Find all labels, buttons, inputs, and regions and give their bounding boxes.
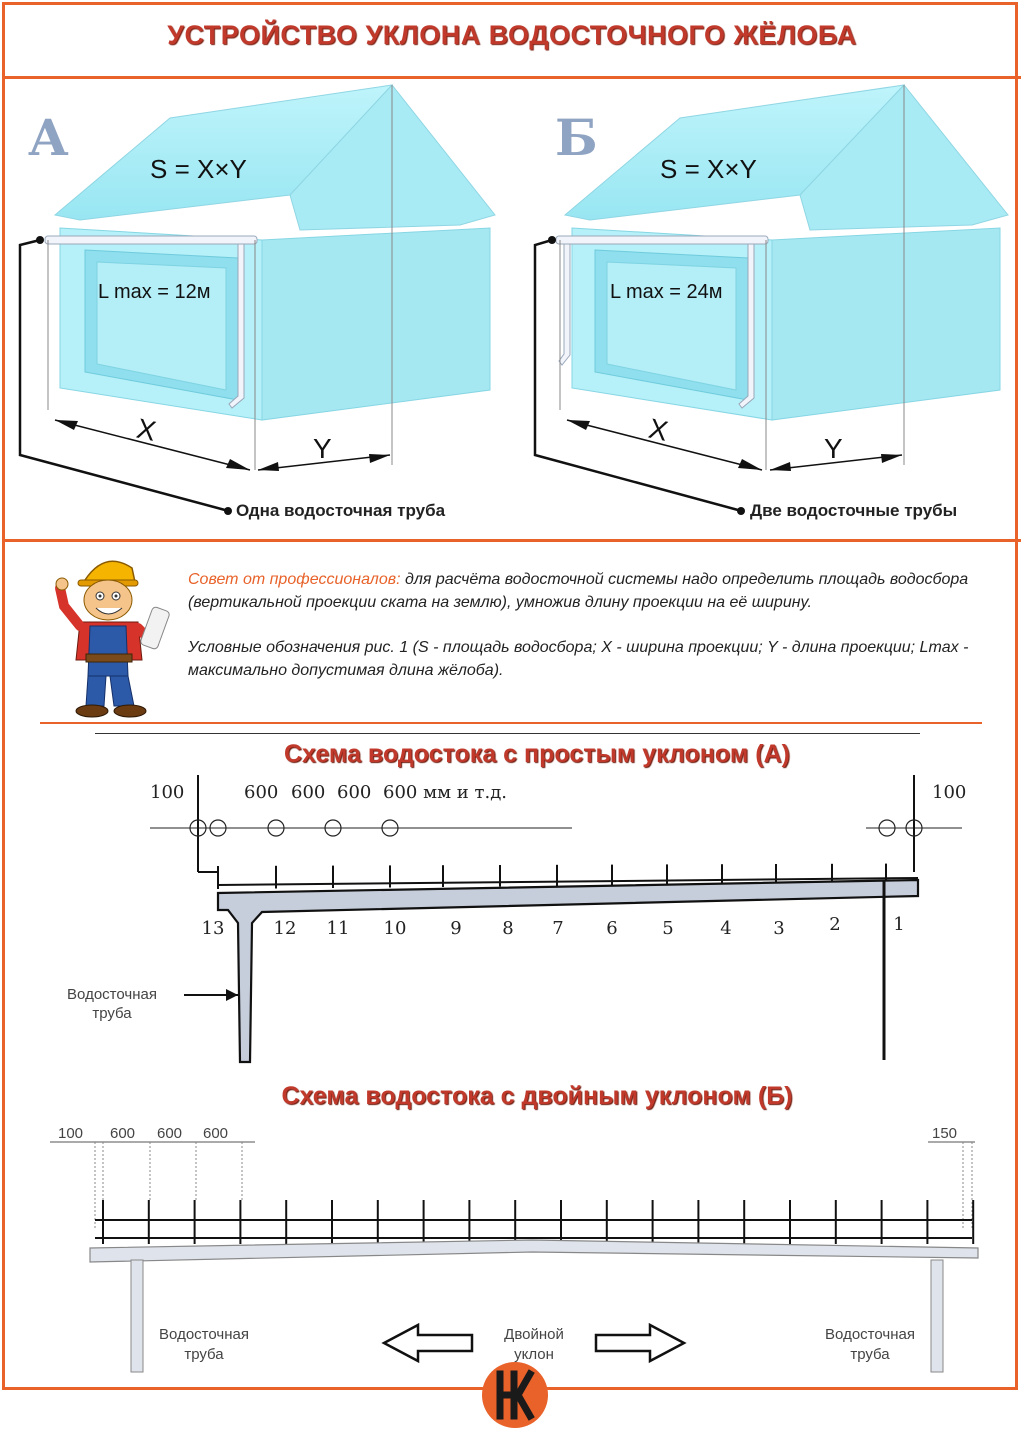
scheme-a-section-number: 2 [829, 914, 841, 935]
scheme-b-gutter [90, 1240, 978, 1262]
scheme-a-dim-left: 100 [150, 782, 185, 803]
scheme-a-section-number: 8 [502, 918, 514, 939]
diagram-a-formula: S = X×Y [150, 154, 247, 184]
scheme-b-slope-label-1: Двойной [504, 1326, 564, 1343]
diagram-a-letter: А [28, 108, 69, 167]
diagram-b-y-label: Y [824, 433, 843, 464]
scheme-b-pipe-right [931, 1260, 943, 1372]
scheme-b-pipe-left-label-1: Водосточная [159, 1326, 249, 1343]
scheme-b-dim-3: 600 [157, 1125, 183, 1142]
scheme-a-pipe-label-2: труба [92, 1005, 132, 1022]
diagram-b-lmax: L max = 24м [610, 281, 723, 303]
diagram-a-lmax: L max = 12м [98, 281, 211, 303]
scheme-a-dim-1: 600 [244, 782, 279, 803]
house-diagrams [0, 80, 1024, 540]
worker-mascot-icon [50, 548, 170, 720]
advice-separator [40, 722, 982, 724]
advice-block [188, 568, 988, 704]
scheme-a-dim-4: 600 мм и т.д. [383, 782, 508, 803]
scheme-b-dim-right: 150 [932, 1125, 958, 1142]
scheme-b-title: Схема водостока с двойным уклоном (Б) [281, 1082, 793, 1110]
scheme-a-section-number: 12 [273, 918, 297, 939]
advice-lead: Совет от профессионалов: [188, 571, 401, 588]
diagram-b-x-label: X [645, 412, 671, 447]
diagram-a-y-label: Y [313, 433, 332, 464]
scheme-b-slope-label-2: уклон [514, 1346, 554, 1363]
gutter-a [45, 236, 257, 244]
diagram-b-letter: Б [555, 108, 598, 167]
scheme-a-top-rule [95, 733, 920, 734]
scheme-a-title: Схема водостока с простым уклоном (А) [284, 740, 790, 768]
scheme-a-section-number: 6 [606, 918, 618, 939]
scheme-a-section-number: 10 [383, 918, 407, 939]
scheme-b-diagram [0, 1115, 1024, 1390]
scheme-a-section-number: 3 [773, 918, 785, 939]
scheme-a-section-number: 9 [450, 918, 462, 939]
scheme-a-section-number: 7 [552, 918, 564, 939]
advice-legend: Условные обозначения рис. 1 (S - площадь водосбора; X - ширина проекции; Y - длина проекции; Lmax - максимально допустимая длина жёлоба). [188, 639, 969, 679]
scheme-a-dim-right: 100 [932, 782, 967, 803]
scheme-a-section-number: 5 [662, 918, 674, 939]
scheme-a-numbers [202, 914, 905, 939]
scheme-a-dim-3: 600 [337, 782, 372, 803]
scheme-b-dim-guides [95, 1142, 972, 1230]
diagram-b-formula: S = X×Y [660, 154, 757, 184]
scheme-b-dim-1: 100 [58, 1125, 84, 1142]
scheme-b-pipe-left [131, 1260, 143, 1372]
gutter-b [556, 236, 768, 244]
scheme-a-pipe-label-1: Водосточная [67, 986, 157, 1003]
scheme-b-dim-4: 600 [203, 1125, 229, 1142]
scheme-b-pipe-left-label-2: труба [184, 1346, 224, 1363]
scheme-a-gutter-profile [218, 880, 918, 1062]
title-separator [2, 76, 1021, 79]
advice-paragraph [188, 568, 988, 614]
diagram-a-x-label: X [133, 412, 159, 447]
logo-mark-icon [480, 1360, 550, 1430]
diagram-a-caption: Одна водосточная труба [236, 501, 446, 520]
scheme-a-section-number: 1 [893, 914, 905, 935]
scheme-a-section-number: 13 [201, 918, 225, 939]
downpipe-b-left [559, 244, 570, 365]
page-title: УСТРОЙСТВО УКЛОНА ВОДОСТОЧНОГО ЖЁЛОБА [167, 20, 857, 50]
house-b [535, 85, 1008, 515]
scheme-a-diagram [0, 770, 1024, 1070]
advice-text: для расчёта водосточной системы надо определить площадь водосбора (вертикальной проекции ската на землю), умножив длину проекции на её ширину. [188, 571, 969, 611]
scheme-b-pipe-right-label-2: труба [850, 1346, 890, 1363]
house-a [20, 85, 495, 515]
arrow-left-icon [384, 1325, 472, 1361]
scheme-b-dim-2: 600 [110, 1125, 136, 1142]
arrow-right-icon [596, 1325, 684, 1361]
scheme-a-section-number: 11 [326, 918, 350, 939]
scheme-a-dim-2: 600 [291, 782, 326, 803]
diagram-b-caption: Две водосточные трубы [750, 501, 958, 520]
scheme-b-pipe-right-label-1: Водосточная [825, 1326, 915, 1343]
scheme-a-section-number: 4 [720, 918, 732, 939]
